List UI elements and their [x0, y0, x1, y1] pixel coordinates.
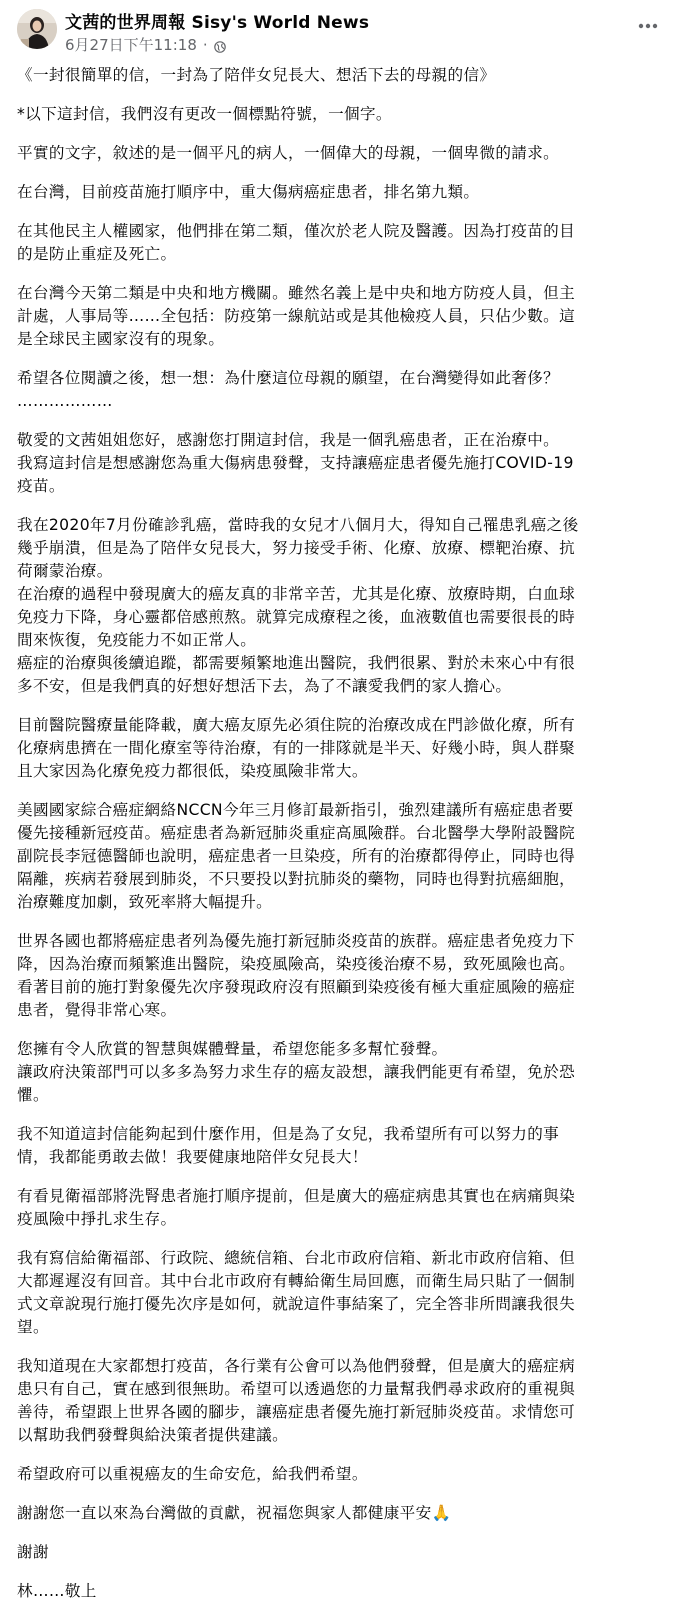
post-text-line: 患只有自己，實在感到很無助。希望可以透過您的力量幫我們尋求政府的重視與 [17, 1380, 576, 1398]
post-text-line: *以下這封信，我們沒有更改一個標點符號，一個字。 [17, 105, 392, 123]
post-text-line: 有看見衛福部將洗腎患者施打順序提前，但是廣大的癌症病患其實也在病痛與染 [17, 1187, 576, 1205]
post-text-line: 降，因為治療而頻繁進出醫院，染疫風險高，染疫後治療不易，致死風險也高。 [17, 955, 576, 973]
post-paragraph [17, 103, 667, 126]
post-text-line: 優先接種新冠疫苗。癌症患者為新冠肺炎重症高風險群。台北醫學大學附設醫院 [17, 824, 576, 842]
post-text-line: 患者，覺得非常心寒。 [17, 1001, 177, 1019]
post-text-line: 謝謝 [17, 1543, 49, 1561]
post-text-line: 化療病患擠在一間化療室等待治療，有的一排隊就是半天、好幾小時，與人群聚 [17, 739, 576, 757]
post-text-line: 多不安，但是我們真的好想好想活下去，為了不讓愛我們的家人擔心。 [17, 677, 512, 695]
post-text-line: 世界各國也都將癌症患者列為優先施打新冠肺炎疫苗的族群。癌症患者免疫力下 [17, 932, 576, 950]
post-text-line: 式文章說現行施打優先次序是如何，就說這件事結案了，完全答非所問讓我很失 [17, 1295, 576, 1313]
post-text-line: 讓政府決策部門可以多多為努力求生存的癌友設想，讓我們能更有希望，免於恐 [17, 1063, 576, 1081]
post-header [17, 6, 667, 56]
post-text-line: 是全球民主國家沒有的現象。 [17, 330, 225, 348]
post-text-line: 荷爾蒙治療。 [17, 562, 113, 580]
post-paragraph [17, 282, 667, 351]
post-text-line: 幾乎崩潰，但是為了陪伴女兒長大，努力接受手術、化療、放療、標靶治療、抗 [17, 539, 576, 557]
post-text-line: 大都遲遲沒有回音。其中台北市政府有轉給衛生局回應，而衛生局只貼了一個制 [17, 1272, 576, 1290]
post-text-line: 在治療的過程中發現廣大的癌友真的非常辛苦，尤其是化療、放療時期，白血球 [17, 585, 576, 603]
post-paragraph [17, 1247, 667, 1339]
post-text-line: 在台灣，目前疫苗施打順序中，重大傷病癌症患者，排名第九類。 [17, 183, 480, 201]
post-paragraph [17, 1185, 667, 1231]
post-text-line: 平實的文字，敘述的是一個平凡的病人，一個偉大的母親，一個卑微的請求。 [17, 144, 560, 162]
post-text-line: 《一封很簡單的信，一封為了陪伴女兒長大、想活下去的母親的信》 [17, 66, 496, 84]
post-paragraph [17, 429, 667, 498]
post-text-line: 隔離，疾病若發展到肺炎，不只要投以對抗肺炎的藥物，同時也得對抗癌細胞， [17, 870, 576, 888]
meta-separator: · [202, 35, 208, 54]
globe-icon[interactable] [214, 39, 226, 51]
post-paragraph [17, 1463, 667, 1486]
post-paragraph [17, 1038, 667, 1107]
post-text-line: 謝謝您一直以來為台灣做的貢獻，祝福您與家人都健康平安🙏 [17, 1504, 452, 1522]
post-text-line: 我不知道這封信能夠起到什麼作用，但是為了女兒，我希望所有可以努力的事 [17, 1125, 560, 1143]
post-paragraph [17, 1502, 667, 1525]
post-paragraph [17, 799, 667, 914]
post-text-line: 懼。 [17, 1086, 49, 1104]
post-body [17, 64, 667, 1619]
post-text-line: 免疫力下降，身心靈都倍感煎熬。就算完成療程之後，血液數值也需要很長的時 [17, 608, 576, 626]
post-text-line: 我寫這封信是想感謝您為重大傷病患發聲，支持讓癌症患者優先施打COVID-19 [17, 454, 574, 472]
post-paragraph [17, 64, 667, 87]
post-paragraph [17, 714, 667, 783]
post-text-line: 目前醫院醫療量能降載，廣大癌友原先必須住院的治療改成在門診做化療，所有 [17, 716, 576, 734]
post-paragraph [17, 1580, 667, 1603]
post-text-line: 看著目前的施打對象優先次序發現政府沒有照顧到染疫後有極大重症風險的癌症 [17, 978, 576, 996]
post-text-line: 計處，人事局等……全包括：防疫第一線航站或是其他檢疫人員，只佔少數。這 [17, 307, 576, 325]
post-text-line: ……………… [17, 392, 113, 410]
post-text-line: 善待，希望跟上世界各國的腳步，讓癌症患者優先施打新冠肺炎疫苗。求情您可 [17, 1403, 576, 1421]
post-paragraph [17, 930, 667, 1022]
post-text-line: 林……敬上 [17, 1582, 97, 1600]
post-text-line: 的是防止重症及死亡。 [17, 245, 177, 263]
post-text-line: 我知道現在大家都想打疫苗，各行業有公會可以為他們發聲，但是廣大的癌症病 [17, 1357, 576, 1375]
post-text-line: 情，我都能勇敢去做！我要健康地陪伴女兒長大！ [17, 1148, 368, 1166]
post-text-line: 敬愛的文茜姐姐您好，感謝您打開這封信，我是一個乳癌患者，正在治療中。 [17, 431, 560, 449]
post-meta [65, 34, 226, 55]
post-text-line: 疫風險中掙扎求生存。 [17, 1210, 177, 1228]
post-paragraph [17, 1541, 667, 1564]
post-text-line: 以幫助我們發聲與給決策者提供建議。 [17, 1426, 289, 1444]
post-text-line: 治療難度加劇，致死率將大幅提升。 [17, 893, 273, 911]
post-text-line: 間來恢復，免疫能力不如正常人。 [17, 631, 257, 649]
post-author[interactable]: 文茜的世界周報 Sisy's World News [65, 13, 370, 33]
post-text-line: 希望各位閱讀之後，想一想：為什麼這位母親的願望，在台灣變得如此奢侈？ [17, 369, 560, 387]
post-text-line: 副院長李冠德醫師也說明，癌症患者一旦染疫，所有的治療都得停止，同時也得 [17, 847, 576, 865]
post-text-line: 希望政府可以重視癌友的生命安危，給我們希望。 [17, 1465, 368, 1483]
post-text-line: 我在2020年7月份確診乳癌，當時我的女兒才八個月大，得知自己罹患乳癌之後 [17, 516, 579, 534]
avatar[interactable] [17, 9, 57, 49]
post-paragraph [17, 514, 667, 698]
post-paragraph [17, 142, 667, 165]
post-text-line: 癌症的治療與後續追蹤，都需要頻繁地進出醫院，我們很累、對於未來心中有很 [17, 654, 576, 672]
post-timestamp[interactable]: 6月27日下午11:18 [65, 36, 197, 54]
post-text-line: 望。 [17, 1318, 49, 1336]
post-paragraph [17, 1123, 667, 1169]
post-paragraph [17, 220, 667, 266]
post-paragraph [17, 181, 667, 204]
post-text-line: 且大家因為化療免疫力都很低，染疫風險非常大。 [17, 762, 368, 780]
more-horizontal-icon[interactable] [635, 16, 661, 36]
post-paragraph [17, 1355, 667, 1447]
post-text-line: 疫苗。 [17, 477, 65, 495]
post-paragraph [17, 367, 667, 413]
post-text-line: 我有寫信給衛福部、行政院、總統信箱、台北市政府信箱、新北市政府信箱、但 [17, 1249, 576, 1267]
post-text-line: 您擁有令人欣賞的智慧與媒體聲量，希望您能多多幫忙發聲。 [17, 1040, 448, 1058]
post-text-line: 在其他民主人權國家，他們排在第二類，僅次於老人院及醫護。因為打疫苗的目 [17, 222, 576, 240]
post-text-line: 在台灣今天第二類是中央和地方機關。雖然名義上是中央和地方防疫人員，但主 [17, 284, 576, 302]
post-text-line: 美國國家綜合癌症網絡NCCN今年三月修訂最新指引，強烈建議所有癌症患者要 [17, 801, 574, 819]
